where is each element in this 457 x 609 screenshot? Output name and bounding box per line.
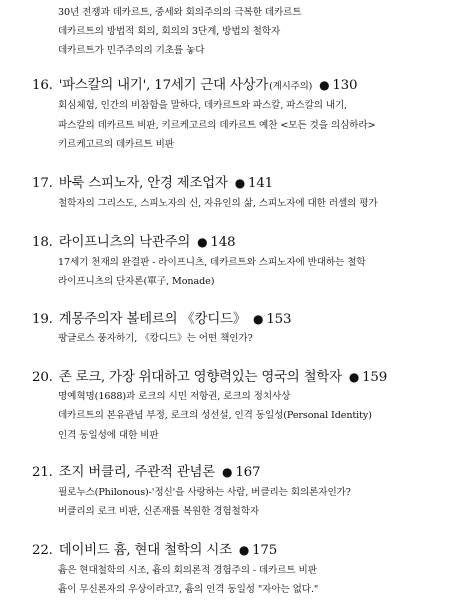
- chapter-title: '파스칼의 내기', 17세기 근대 사상가: [58, 78, 269, 93]
- page-number: 141: [248, 176, 274, 191]
- page-number: 175: [252, 543, 278, 558]
- chapter-note: (계시주의): [269, 81, 313, 92]
- chapter-heading-20: [32, 369, 387, 386]
- chapter-subline: 데카르트의 본유관념 부정, 로크의 성선설, 인격 동일성(Personal Identity): [58, 410, 372, 421]
- chapter-subline: 17세기 천재의 완결판 - 라이프니츠, 데카르트와 스피노자에 반대하는 철학: [58, 257, 366, 268]
- bullet-icon: ●: [234, 176, 246, 190]
- chapter-subline: 회심체험, 인간의 비참함을 말하다, 데카르트와 파스칼, 파스칼의 내기,: [58, 100, 348, 111]
- chapter-subline: 필로누스(Philonous)-'정신'을 사랑하는 사람, 버클리는 회의론자인가?: [58, 487, 351, 498]
- chapter-number: 16.: [32, 78, 53, 93]
- page-number: 159: [362, 370, 388, 385]
- chapter-subline: 라이프니츠의 단자론(單子, Monade): [58, 276, 215, 287]
- intro-line: 데카르트가 민주주의의 기초를 놓다: [58, 45, 205, 56]
- chapter-subline: 키르케고르의 데카르트 비판: [58, 139, 174, 150]
- chapter-title: 데이비드 흄, 현대 철학의 시조: [58, 543, 232, 558]
- chapter-number: 18.: [32, 235, 53, 250]
- chapter-heading-16: [32, 77, 357, 95]
- chapter-title: 조지 버클리, 주관적 관념론: [58, 465, 216, 480]
- chapter-title: 라이프니츠의 낙관주의: [58, 235, 191, 250]
- bullet-icon: ●: [197, 235, 208, 249]
- chapter-heading-19: [32, 311, 291, 328]
- bullet-icon: ●: [253, 312, 264, 326]
- chapter-number: 22.: [32, 543, 53, 558]
- intro-line: 30년 전쟁과 데카르트, 중세와 회의주의의 극복한 데카르트: [58, 7, 302, 18]
- chapter-subline: 팡글로스 풍자하기, 《캉디드》는 어떤 책인가?: [58, 333, 253, 344]
- chapter-heading-22: [32, 542, 277, 559]
- chapter-subline: 파스칼의 데카르트 비판, 키르케고르의 데카르트 예찬 <모든 것을 의심하라>: [58, 120, 376, 131]
- chapter-subline: 인격 동일성에 대한 비판: [58, 430, 159, 441]
- bullet-icon: ●: [238, 543, 250, 557]
- chapter-title: 존 로크, 가장 위대하고 영향력있는 영국의 철학자: [58, 370, 342, 385]
- chapter-subline: 흄이 무신론자의 우상이라고?, 흄의 인격 동일성 "자아는 없다.": [58, 584, 319, 595]
- page-number: 153: [266, 312, 292, 327]
- page-number: 167: [235, 465, 261, 480]
- chapter-heading-21: [32, 464, 260, 481]
- chapter-number: 21.: [32, 465, 53, 480]
- chapter-subline: 흄은 현대철학의 시조, 흄의 회의론적 경험주의 - 데카르트 비판: [58, 565, 317, 576]
- chapter-title: 바룩 스피노자, 안경 제조업자: [58, 176, 228, 191]
- chapter-number: 17.: [32, 176, 53, 191]
- chapter-number: 20.: [32, 370, 53, 385]
- chapter-subline: 버클리의 로크 비판, 신존재를 복원한 경험철학자: [58, 506, 260, 517]
- bullet-icon: ●: [319, 78, 330, 92]
- chapter-heading-18: [32, 234, 235, 251]
- chapter-subline: 명예혁명(1688)과 로크의 시민 저항권, 로크의 정치사상: [58, 391, 291, 402]
- chapter-heading-17: [32, 175, 273, 192]
- page-number: 130: [332, 78, 358, 93]
- chapter-title: 계몽주의자 볼테르의 《캉디드》: [58, 312, 247, 327]
- chapter-number: 19.: [32, 312, 53, 327]
- chapter-subline: 철학자의 그리스도, 스피노자의 신, 자유인의 삶, 스피노자에 대한 러셀의 평가: [58, 198, 378, 209]
- intro-line: 데카르트의 방법적 회의, 회의의 3단계, 방법의 철학자: [58, 26, 281, 37]
- page-number: 148: [210, 235, 236, 250]
- bullet-icon: ●: [348, 370, 360, 384]
- bullet-icon: ●: [222, 465, 233, 479]
